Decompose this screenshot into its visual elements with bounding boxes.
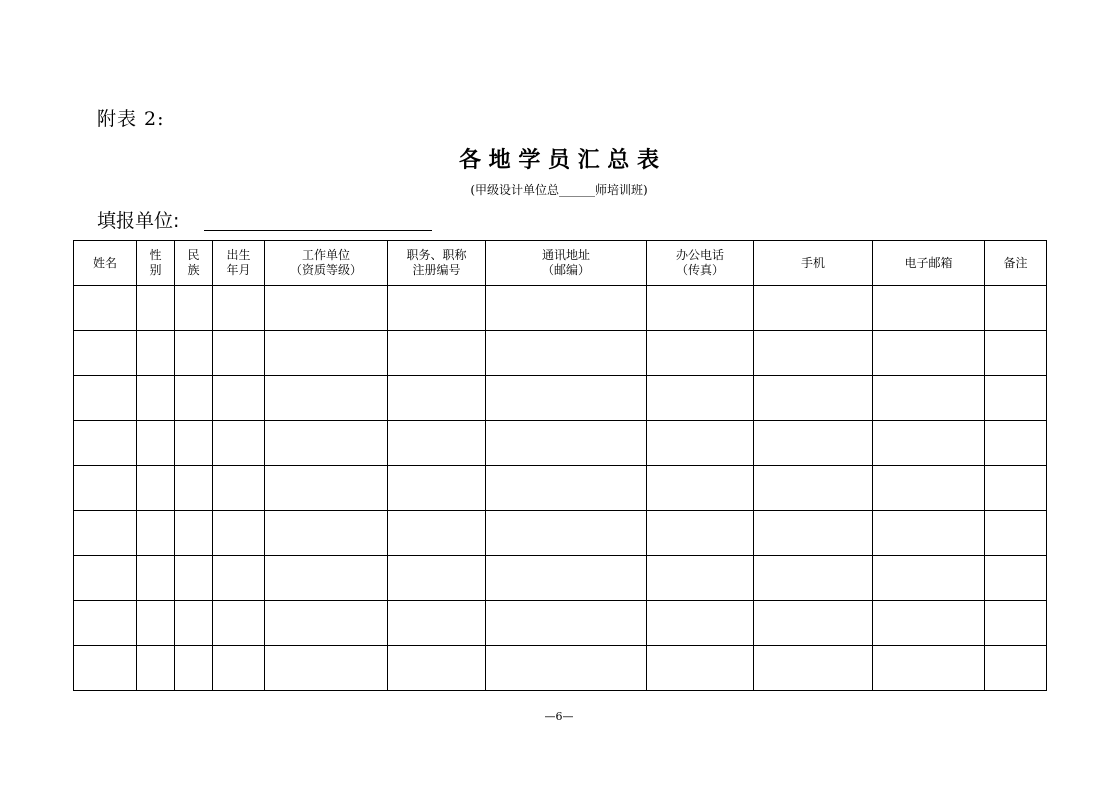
table-cell[interactable]: [985, 286, 1047, 331]
column-header-line: 电子邮箱: [904, 255, 953, 270]
table-cell[interactable]: [486, 601, 647, 646]
table-cell[interactable]: [137, 601, 175, 646]
column-header-name: [74, 241, 137, 286]
column-header-line: 通讯地址: [541, 248, 590, 262]
column-header-line: 办公电话: [675, 248, 724, 262]
table-row: [74, 376, 1047, 421]
table-cell[interactable]: [873, 601, 985, 646]
table-cell[interactable]: [486, 421, 647, 466]
table-cell[interactable]: [647, 376, 754, 421]
table-cell[interactable]: [137, 511, 175, 556]
table-cell[interactable]: [985, 376, 1047, 421]
table-cell[interactable]: [486, 376, 647, 421]
table-cell[interactable]: [213, 376, 265, 421]
table-cell[interactable]: [647, 331, 754, 376]
table-cell[interactable]: [74, 331, 137, 376]
attachment-label: 附表 2:: [97, 108, 165, 130]
table-cell[interactable]: [873, 331, 985, 376]
table-cell[interactable]: [873, 466, 985, 511]
column-header-line: 年月: [226, 263, 251, 277]
table-cell[interactable]: [74, 511, 137, 556]
column-header-line: 族: [187, 263, 200, 277]
table-row: [74, 286, 1047, 331]
table-cell[interactable]: [265, 556, 388, 601]
table-cell[interactable]: [873, 376, 985, 421]
table-cell[interactable]: [388, 421, 486, 466]
table-cell[interactable]: [486, 286, 647, 331]
table-cell[interactable]: [647, 286, 754, 331]
column-header-position-title: [388, 241, 486, 286]
column-header-line: （资质等级）: [289, 263, 362, 277]
column-header-line: 职务、职称: [406, 248, 467, 262]
table-cell[interactable]: [213, 511, 265, 556]
table-cell[interactable]: [74, 556, 137, 601]
table-row: [74, 511, 1047, 556]
table-row: [74, 421, 1047, 466]
table-cell[interactable]: [74, 421, 137, 466]
table-cell[interactable]: [137, 646, 175, 691]
table-cell[interactable]: [388, 331, 486, 376]
table-cell[interactable]: [74, 286, 137, 331]
table-cell[interactable]: [873, 511, 985, 556]
reporting-unit-label: 填报单位:: [97, 210, 180, 232]
page-subtitle: (甲级设计单位总______师培训班): [470, 183, 648, 197]
column-header-work-unit: [265, 241, 388, 286]
table-cell[interactable]: [137, 286, 175, 331]
table-cell[interactable]: [486, 511, 647, 556]
table-cell[interactable]: [265, 331, 388, 376]
column-header-line: 性: [149, 248, 162, 262]
column-header-line: 别: [149, 263, 162, 277]
table-cell[interactable]: [175, 286, 213, 331]
table-cell[interactable]: [486, 331, 647, 376]
table-cell[interactable]: [754, 601, 873, 646]
table-cell[interactable]: [388, 511, 486, 556]
column-header-birth-date: [213, 241, 265, 286]
table-header-row: [74, 241, 1047, 286]
table-cell[interactable]: [388, 646, 486, 691]
table-cell[interactable]: [265, 601, 388, 646]
table-cell[interactable]: [985, 646, 1047, 691]
page-number: —6—: [544, 710, 574, 723]
column-header-remarks: [985, 241, 1047, 286]
table-cell[interactable]: [985, 556, 1047, 601]
column-header-line: 手机: [800, 255, 825, 270]
table-cell[interactable]: [754, 646, 873, 691]
table-cell[interactable]: [265, 421, 388, 466]
table-cell[interactable]: [985, 421, 1047, 466]
table-cell[interactable]: [175, 376, 213, 421]
table-cell[interactable]: [74, 466, 137, 511]
table-cell[interactable]: [388, 601, 486, 646]
table-cell[interactable]: [213, 601, 265, 646]
table-cell[interactable]: [213, 646, 265, 691]
column-header-line: （邮编）: [541, 263, 590, 277]
table-cell[interactable]: [754, 511, 873, 556]
table-cell[interactable]: [265, 646, 388, 691]
table-cell[interactable]: [873, 421, 985, 466]
table-cell[interactable]: [754, 556, 873, 601]
table-row: [74, 466, 1047, 511]
reporting-unit-blank-line: [204, 230, 432, 231]
table-cell[interactable]: [74, 601, 137, 646]
table-cell[interactable]: [647, 421, 754, 466]
table-cell[interactable]: [265, 511, 388, 556]
table-cell[interactable]: [265, 376, 388, 421]
table-cell[interactable]: [754, 466, 873, 511]
column-header-mailing-address: [486, 241, 647, 286]
table-cell[interactable]: [486, 466, 647, 511]
column-header-ethnicity: [175, 241, 213, 286]
table-cell[interactable]: [213, 466, 265, 511]
column-header-line: 备注: [1003, 255, 1028, 270]
table-row: [74, 331, 1047, 376]
page-title: 各 地 学 员 汇 总 表: [459, 148, 659, 173]
table-cell[interactable]: [175, 421, 213, 466]
table-cell[interactable]: [175, 556, 213, 601]
table-cell[interactable]: [175, 466, 213, 511]
table-cell[interactable]: [175, 601, 213, 646]
table-cell[interactable]: [265, 286, 388, 331]
table-cell[interactable]: [486, 556, 647, 601]
table-cell[interactable]: [137, 376, 175, 421]
table-cell[interactable]: [873, 646, 985, 691]
table-cell[interactable]: [213, 556, 265, 601]
table-cell[interactable]: [754, 286, 873, 331]
table-cell[interactable]: [213, 331, 265, 376]
column-header-mobile: [754, 241, 873, 286]
table-cell[interactable]: [486, 646, 647, 691]
table-cell[interactable]: [754, 376, 873, 421]
trainee-summary-table: [73, 240, 1047, 691]
table-cell[interactable]: [985, 511, 1047, 556]
table-cell[interactable]: [985, 331, 1047, 376]
table-cell[interactable]: [137, 421, 175, 466]
table-body: [74, 286, 1047, 691]
table-cell[interactable]: [137, 556, 175, 601]
table-cell[interactable]: [873, 556, 985, 601]
table-row: [74, 646, 1047, 691]
table-cell[interactable]: [175, 331, 213, 376]
table-cell[interactable]: [754, 421, 873, 466]
column-header-email: [873, 241, 985, 286]
table-cell[interactable]: [985, 601, 1047, 646]
table-cell[interactable]: [647, 466, 754, 511]
table-cell[interactable]: [265, 466, 388, 511]
table-cell[interactable]: [74, 646, 137, 691]
table-row: [74, 556, 1047, 601]
column-header-line: （传真）: [675, 263, 724, 277]
table-cell[interactable]: [388, 376, 486, 421]
table-cell[interactable]: [175, 511, 213, 556]
table-cell[interactable]: [647, 511, 754, 556]
table-cell[interactable]: [647, 601, 754, 646]
table-cell[interactable]: [388, 286, 486, 331]
column-header-line: 姓名: [92, 255, 117, 270]
column-header-line: 民: [187, 248, 200, 262]
table-cell[interactable]: [175, 646, 213, 691]
table-cell[interactable]: [388, 466, 486, 511]
table-cell[interactable]: [985, 466, 1047, 511]
table-cell[interactable]: [647, 646, 754, 691]
table-cell[interactable]: [213, 421, 265, 466]
table-cell[interactable]: [388, 556, 486, 601]
table-cell[interactable]: [74, 376, 137, 421]
column-header-gender: [137, 241, 175, 286]
table-cell[interactable]: [873, 286, 985, 331]
table-cell[interactable]: [754, 331, 873, 376]
table-cell[interactable]: [137, 466, 175, 511]
column-header-office-phone: [647, 241, 754, 286]
table-cell[interactable]: [213, 286, 265, 331]
table-row: [74, 601, 1047, 646]
column-header-line: 工作单位: [301, 248, 350, 262]
table-cell[interactable]: [137, 331, 175, 376]
column-header-line: 注册编号: [412, 263, 461, 277]
column-header-line: 出生: [226, 248, 251, 262]
table-cell[interactable]: [647, 556, 754, 601]
